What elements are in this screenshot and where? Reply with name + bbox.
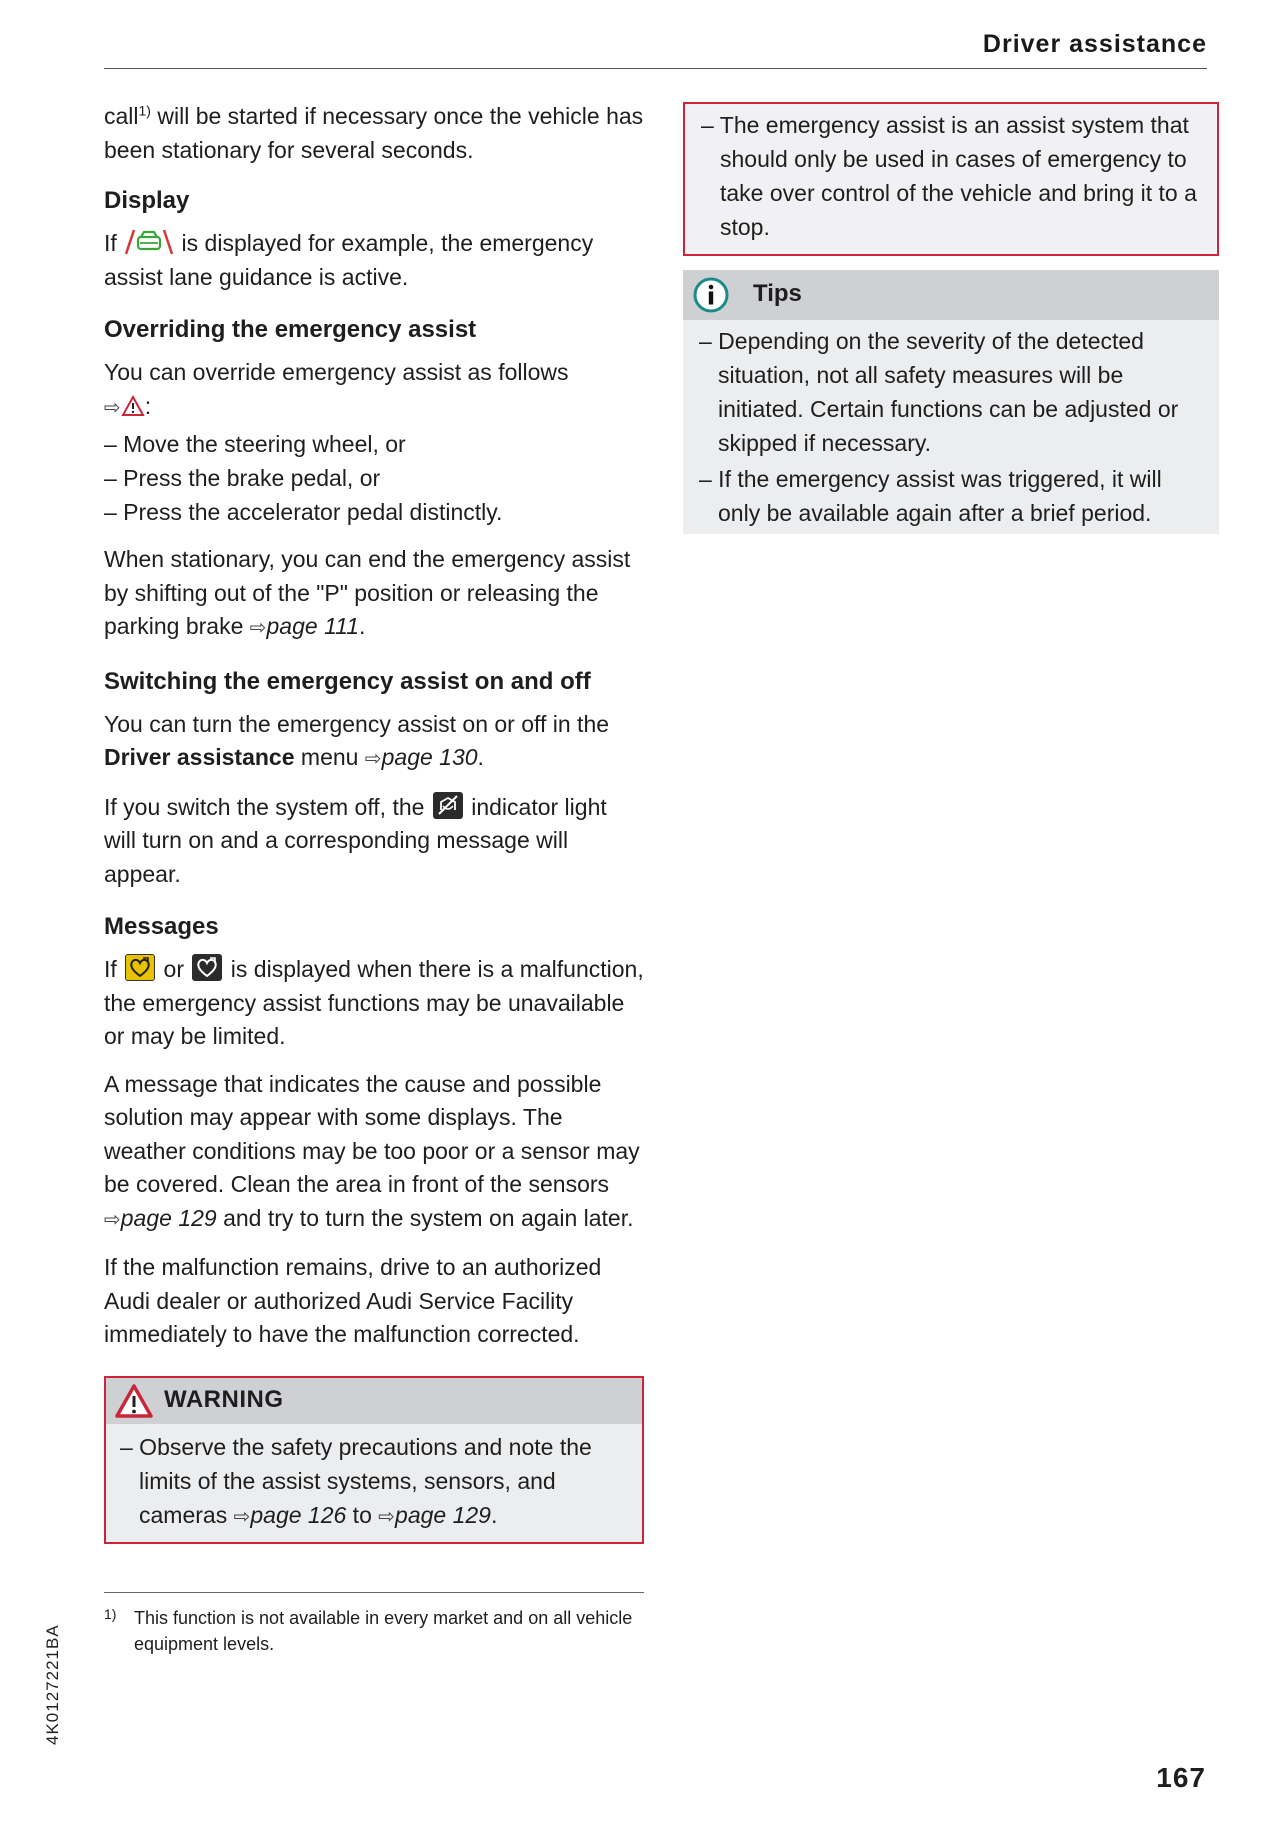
switching-heading: Switching the emergency assist on and off xyxy=(104,667,591,695)
footnote-ref[interactable]: 1) xyxy=(138,102,151,119)
switching-paragraph-1: You can turn the emergency assist on or off in the Driver assistance menu ⇨page 130. xyxy=(104,710,610,770)
tips-item: – Depending on the severity of the detected situation, not all safety measures will be initiated. Certain functions can be adjusted or skipped if necessary. xyxy=(699,328,1179,456)
overriding-list xyxy=(104,427,644,529)
warning-triangle-icon xyxy=(114,1383,154,1419)
emergency-assist-off-icon xyxy=(433,792,463,819)
tips-body xyxy=(683,320,1219,534)
footnote xyxy=(104,1605,644,1657)
intro-paragraph: call$^{1)}$ will be started if necessary once the vehicle has been stationary for several seconds. xyxy=(104,102,644,163)
footnote-rule xyxy=(104,1592,644,1593)
tips-item: – If the emergency assist was triggered, it will only be available again after a brief period. xyxy=(699,466,1162,526)
page-ref-link[interactable]: ⇨page 130 xyxy=(364,744,478,770)
stationary-paragraph: When stationary, you can end the emergency assist by shifting out of the "P" position or releasing the parking brake ⇨page 111. xyxy=(104,546,631,639)
info-icon xyxy=(693,277,729,313)
tips-label: Tips xyxy=(753,280,802,307)
warning-box xyxy=(104,1376,644,1544)
switching-paragraph-2: If you switch the system off, the indicator light will turn on and a corresponding message will appear. xyxy=(104,793,607,887)
messages-paragraph-3: If the malfunction remains, drive to an authorized Audi dealer or authorized Audi Service Facility immediately to have the malfunction corrected. xyxy=(104,1254,602,1347)
list-item: – Press the brake pedal, or xyxy=(104,465,381,491)
messages-paragraph-1: If or is displayed when there is a malfunction, the emergency assist functions may be unavailable or may be limited. xyxy=(104,956,644,1049)
caution-item: – The emergency assist is an assist system that should only be used in cases of emergency to take over control of the vehicle and bring it to a stop. xyxy=(701,112,1197,240)
right-column xyxy=(683,102,1219,534)
warning-header xyxy=(106,1378,642,1424)
warning-item: – Observe the safety precautions and note the limits of the assist systems, sensors, and cameras ⇨page 126 to ⇨page 129. xyxy=(120,1433,592,1528)
emergency-assist-dark-icon xyxy=(192,954,222,981)
list-item: – Move the steering wheel, or xyxy=(104,431,406,457)
display-heading: Display xyxy=(104,187,190,214)
messages-heading: Messages xyxy=(104,913,219,940)
footnote-text: This function is not available in every market and on all vehicle equipment levels. xyxy=(134,1607,633,1654)
overriding-heading: Overriding the emergency assist xyxy=(104,316,477,343)
footnote-mark: 1) xyxy=(104,1605,117,1622)
warning-label: WARNING xyxy=(164,1385,284,1413)
arrow-icon: ⇨ xyxy=(104,396,121,419)
list-item: – Press the accelerator pedal distinctly. xyxy=(104,499,503,525)
page-ref-link[interactable]: ⇨page 129 xyxy=(104,1204,217,1231)
header-rule xyxy=(104,68,1207,69)
page-ref-link[interactable]: ⇨page 129 xyxy=(378,1501,491,1528)
warning-triangle-icon[interactable] xyxy=(121,393,145,415)
warning-body xyxy=(106,1424,642,1542)
left-column xyxy=(104,100,644,1657)
overriding-intro: You can override emergency assist as follows xyxy=(104,359,569,385)
emergency-assist-yellow-icon xyxy=(125,954,155,981)
header-title: Driver assistance xyxy=(982,30,1207,58)
page-ref-link[interactable]: ⇨page 111 xyxy=(249,613,360,639)
display-paragraph: If is displayed for example, the emergency assist lane guidance is active. xyxy=(104,230,594,290)
tips-header xyxy=(683,270,1219,320)
messages-paragraph-2: A message that indicates the cause and possible solution may appear with some displays. The weather conditions may be too poor or a sensor may be covered. Clean the area in front of the sensors ⇨page 129 and try to turn the system on again later. xyxy=(104,1070,640,1231)
overriding-ref: ⇨ : xyxy=(104,392,152,419)
lane-guidance-icon xyxy=(123,228,175,256)
page-number: 167 xyxy=(1156,1762,1206,1793)
caution-box xyxy=(683,102,1219,256)
page-ref-link[interactable]: ⇨page 126 xyxy=(233,1501,347,1528)
document-code: 4K0127221BA xyxy=(43,1624,62,1745)
